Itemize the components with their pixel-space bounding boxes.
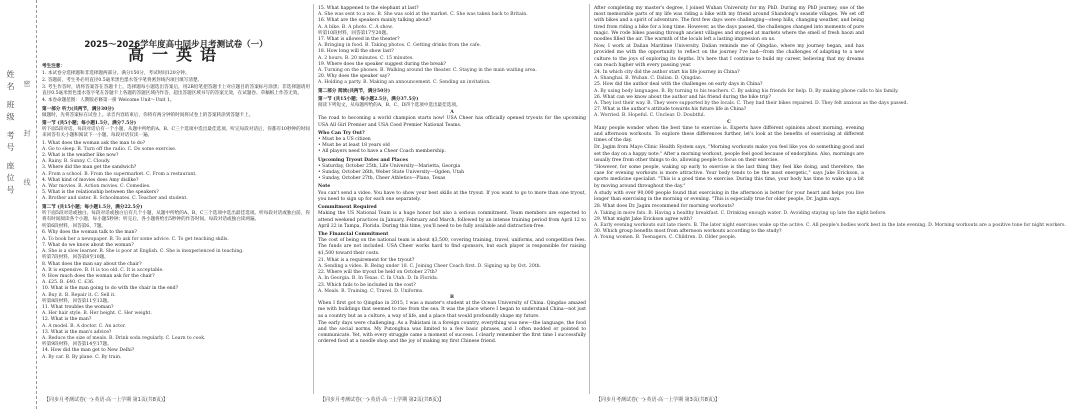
answer-options: A. Turning on the phones. B. Walking around the theater. C. Staying in the main waiting area.: [318, 68, 537, 74]
passage-subheading: Upcoming Tryout Dates and Places: [318, 157, 408, 163]
answer-options: A. Early evening workouts suit late risers. B. The later night exercises wake up the active. C. All people's bodies work best in the late evening. D. Morning workouts are a positive tone for night workers.: [594, 222, 1066, 228]
passage-paragraph: Now, I work at Dalian Maritime University. Dalian reminds me of Qingdao, where my journey began, and has provided me with the opportunity to reflect on the journey I've had—from the challenges of adapting to a new culture to the joys of exploring its depths. It's here that I continue to build my career, believing that my dreams can reach higher with every passing year.: [594, 44, 864, 68]
question: 21. What is a requirement for the tryout?: [318, 257, 415, 263]
question: 20. Why does the speaker say?: [318, 74, 390, 80]
exam-title: 2025～2026学年度高中同步月考测试卷（一）: [84, 40, 268, 50]
column-2: [318, 6, 586, 392]
column-3: [594, 6, 1066, 392]
question: 25. How did the author deal with the challenges on early days in China?: [594, 82, 763, 88]
passage-paragraph: You can't send a video. You have to show your best skills at the tryout. If you want to go to more than one tryout, you need to sign up for each one separately.: [318, 190, 586, 202]
section-heading: 第二节 (共15小题；每小题1.5分，满分22.5分): [42, 204, 143, 210]
question: 30. Which group benefits most from afternoon workouts according to the study?: [594, 229, 782, 235]
question: 3. Where did the man get the sandwich?: [42, 165, 137, 171]
page-footer: 【同步月考测试卷(一)·英语·高一上学期 第3页(共8页)】: [596, 397, 720, 403]
passage-paragraph: When I first got to Qingdao in 2015, I was a master's student at the Ocean University of China. Qingdao amazed me with buildings that seemed to rise from the sea. It was the place where I began to understand China—not just as a country but as a culture, a way of life, and a place that would profoundly shape my future.: [318, 301, 586, 319]
passage-paragraph: The early days were challenging. As a Pakistani in a foreign country, everything was new—the language, the food and the social norms. My Putonghua was limited to a few basic phrases, and I often nodded or pointed to communicate. Yet, with every struggle came a moment of success. I clearly remember the first time I successfully ordered food at a noodle shop and the joy of making my first Chinese friend.: [318, 320, 586, 345]
answer-options: A. Holding a party. B. Making an announcement. C. Sending an invitation.: [318, 80, 491, 86]
answer-options: A. Young women. B. Teenagers. C. Children. D. Older people.: [594, 235, 737, 241]
passage-cue: 听第10段材料，回答第17至20题。: [318, 30, 391, 36]
answer-options: A. A bike. B. A photo. C. A show.: [318, 24, 394, 30]
answer-options: A. Buy it. B. Repair it. C. Sell it.: [42, 292, 116, 298]
passage-cue: 听第8段材料，回答第11至13题。: [42, 298, 112, 304]
question: 2. What is the weather like now?: [42, 153, 119, 159]
question: 24. In which city did the author start his life journey in China?: [594, 70, 740, 76]
question: 4. What kind of movies does Amy dislike?: [42, 177, 139, 183]
passage-cue: 听第6段材料，回答第6、7题。: [42, 224, 106, 230]
page-footer: 【同步月考测试卷(一)·英语·高一上学期 第2页(共8页)】: [320, 397, 444, 403]
seal-line-text: 密 封 线: [23, 80, 31, 206]
question: 13. What is the man's advice?: [42, 329, 112, 335]
passage-letter: C: [727, 119, 731, 125]
exam-subject: 高一英语: [127, 45, 224, 65]
passage-bullet: • Sunday, October 27th, Cheer Athletics—Plano, Texas: [318, 176, 446, 182]
passage-letter: B: [450, 294, 454, 300]
column-1: [42, 6, 310, 392]
column-divider: [589, 4, 590, 394]
answer-options: A. It is expensive. B. It is too old. C. It is acceptable.: [42, 267, 164, 273]
answer-options: A. War movies. B. Action movies. C. Comedies.: [42, 184, 151, 190]
answer-options: A. Her hair style. B. Her height. C. Her weight.: [42, 311, 152, 317]
question: 11. What troubles the woman?: [42, 304, 114, 310]
passage-paragraph: Dr. Jagim from Mayo Clinic Health System says, "Morning workouts make you feel like you do something good and set the day on a happy note." After a morning workout, people feel good because of endorphins. Also, mornings are usually free from other things to do, allowing people to focus on their exercise.: [594, 145, 864, 163]
passage-subheading: Note: [318, 184, 331, 190]
question: 19. Where does the speaker suggest during the break?: [318, 61, 447, 67]
question: 10. What is the man going to do with the chair in the end?: [42, 286, 179, 292]
answer-options: A. Reduce the size of meals. B. Drink soda regularly. C. Learn to cook.: [42, 335, 206, 341]
question: 28. What does Dr. Jagim recommend for morning workouts?: [594, 204, 735, 210]
part-heading: 第二部分 阅读(共两节，满分50分): [318, 88, 391, 94]
passage-cue: 听第7段材料，回答第8至10题。: [42, 255, 109, 261]
section-heading: 第一节 (共15小题；每小题2.5分，满分37.5分): [318, 96, 419, 102]
passage-bullet: • Must be a US citizen: [318, 137, 371, 143]
answer-options: A. She was sent to a zoo. B. She was sold at the market. C. She was taken back to Britain.: [318, 12, 528, 18]
answer-options: A. Brother and sister. B. Schoolmates. C. Teacher and student.: [42, 196, 188, 202]
notice-item: 3. 考生作答时，请将答案答在答题卡上。选择题每小题选出答案后，用2B铅笔把答题卡上对应题目的答案标号涂黑；非选择题请用直径0.5毫米黑色墨水签字笔在答题卡上各题的答题区域内作答，超出答题区域书写的答案无效，在试题卷、草稿纸上作答无效。: [42, 85, 310, 97]
notice-item: 2. 答题前，考生务必用直径0.5毫米黑色墨水签字笔将密封线内项目填写清楚。: [42, 77, 203, 83]
notice-item: 4. 本卷命题范围：人教版必修第一册 Welcome Unit～Unit 1。: [42, 98, 175, 104]
passage-paragraph: The cost of being on the national team is about $3,500, covering training, travel, uniforms, and competition fees. The funds are not included. USA Cheer works hard to find sponsors, but each player is responsible for raising $1,500 toward their costs.: [318, 238, 586, 256]
answer-options: A. By car. B. By plane. C. By train.: [42, 354, 122, 360]
page-footer: 【同步月考测试卷(一)·英语·高一上学期 第1页(共8页)】: [44, 397, 168, 403]
answer-options: A. In Georgia. B. In Texas. C. In Utah. D. In Florida.: [318, 276, 439, 282]
answer-options: A. A model. B. A doctor. C. An actor.: [42, 323, 126, 329]
passage-paragraph: A study with over 90,000 people found that exercising in the afternoon is better for your heart and helps you live longer than exercising in the morning or evening. "This is especially true for older people, Dr. Jagim says.: [594, 190, 864, 203]
answer-options: A. Bringing in food. B. Taking photos. C. Getting drinks from the cafe.: [318, 43, 481, 49]
question: 8. What does the man say about the chair?: [42, 261, 142, 267]
answer-options: A. By using body languages. B. By turning to his teachers. C. By asking his friends for help. D. By making phone calls to his family.: [594, 88, 899, 94]
passage-bullet: • Must be at least 18 years old: [318, 143, 390, 149]
answer-options: A. From a school. B. From the supermarket. C. From a restaurant.: [42, 171, 197, 177]
notice-item: 1. 本试卷分选择题和非选择题两部分。满分150分，考试时间120分钟。: [42, 70, 190, 76]
passage-paragraph: After completing my master's degree, I joined Wuhan University for my PhD. During my PhD journey, one of the most memorable parts of my life was riding a bike with my friend around Shandong's seaside villages. We set off with bikes and a spirit of adventure. The first few days were challenging—steep hills, changing weather, and being tired from riding a bike for a long time. However, as the days passed, the challenges changed into moments of pure magic. We rode bikes passing through ancient villages and stopped at markets where the smell of fresh baozi and noodles filled the air. The warmth of the locals left a lasting impression on us.: [594, 6, 864, 43]
passage-subheading: Who Can Try Out?: [318, 130, 365, 136]
section-heading: 第一节 (共5小题；每小题1.5分，满分7.5分): [42, 121, 137, 127]
notice-header: 考生注意：: [42, 64, 65, 70]
section-instruction: 阅读下列短文，从每题所给的A、B、C、D四个选项中选出最佳选项。: [318, 103, 461, 109]
part-heading: 第一部分 听力(共两节，满分30分): [42, 106, 115, 112]
answer-options: A. Go to sleep. B. Turn off the radio. C. Do some exercise.: [42, 146, 177, 152]
question: 16. What are the speakers mainly talking about?: [318, 18, 432, 24]
question: 1. What does the woman ask the man to do?: [42, 140, 146, 146]
section-instruction: 听下面5段对话。每段对话后有一个小题，从题中所给的A、B、C三个选项中选出最佳选项。听完每段对话后，你都有10秒钟的时间来回答有关小题和阅读下一小题。每段对话仅读一遍。: [42, 127, 310, 139]
question: 5. What is the relationship between the speakers?: [42, 190, 159, 196]
passage-subheading: Commitment Required: [318, 205, 377, 211]
passage-letter: A: [450, 110, 454, 116]
passage-paragraph: Many people wonder when the best time to exercise is. Experts have different opinions about morning, evening and afternoon workouts. To explore these differences further, let's look at the benefits of exercising at different times of the day.: [594, 125, 864, 144]
question: 22. Where will the tryout be held on October 27th?: [318, 270, 438, 276]
passage-paragraph: The road to becoming a world champion starts now! USA Cheer has officially opened tryouts for the upcoming USA All Girl Premier and USA Coed Premier National Teams.: [318, 116, 586, 128]
question: 7. What do we know about the woman?: [42, 242, 134, 248]
question: 29. What might Jake Erickson agree with?: [594, 216, 693, 222]
part-instruction: 做题时，先将答案标在试卷上。录音内容结束后，你将有两分钟的时间将试卷上的答案转涂到答题卡上。: [42, 112, 254, 118]
question: 18. How long will the show last?: [318, 49, 394, 55]
answer-options: A. To book her a newspaper. B. To ask for some advice. C. To get teaching skills.: [42, 236, 229, 242]
binding-margin-text: 姓名 班级 考号 座位号: [6, 70, 15, 198]
passage-bullet: • Sunday, October 26th, Weber State University—Ogden, Utah: [318, 170, 465, 176]
answer-options: A. Shanghai. B. Wuhan. C. Dalian. D. Qingdao.: [594, 76, 703, 82]
section-instruction: 听下面5段对话或独白。每段对话或独白后有几个小题，从题中所给的A、B、C三个选项中选出最佳选项。听每段对话或独白前，你将有时间阅读各个小题，每小题5秒钟；听完后，各小题将给出5秒钟的作答时间。每段对话或独白读两遍。: [42, 210, 310, 223]
passage-subheading: The Financial Commitment: [318, 231, 389, 237]
question: 12. What is the man?: [42, 317, 92, 323]
question: 23. Which fails to be included in the cost?: [318, 282, 416, 288]
answer-options: A. Rainy. B. Sunny. C. Cloudy.: [42, 159, 111, 165]
answer-options: A. She is a slow learner. B. She is poor at English. C. She is inexperienced in teaching.: [42, 249, 244, 255]
question: 15. What happened to the elephant at last?: [318, 6, 419, 11]
question: 27. What is the author's attitude towards his future life in China?: [594, 107, 747, 113]
passage-cue: 听第9段材料，回答第14至17题。: [42, 342, 112, 348]
answer-options: A. They lost their way. B. They were supported by the locals. C. They had their bikes repaired. D. They felt anxious as the days passed.: [594, 101, 908, 107]
binding-margin: [0, 0, 37, 409]
answer-options: A. 2 hours. B. 20 minutes. C. 15 minutes.: [318, 55, 414, 61]
answer-options: A. Meals. B. Training. C. Travel. D. Uniforms.: [318, 288, 424, 294]
column-divider: [313, 4, 314, 394]
passage-paragraph: Making the US National Team is a huge honor but also a serious commitment. Team members are expected to attend weekend practices in January, February and March, followed by an intense training period from April 12 to April 22 in Tampa, Florida. During this time, you'll need to be fully available and distraction-free.: [318, 211, 586, 229]
question: 14. How did the man get to New Delhi?: [42, 348, 135, 354]
passage-paragraph: "However, for some people, waking up early to exercise is the last thing they feel like doing, and therefore, the case for evening workouts is more attractive. Your body tends to be the most energetic," says Jake Erickson, a sports medicine specialist. "This is a good time to exercise. During this time, your body has time to wake up a bit by moving around throughout the day.": [594, 165, 864, 189]
answer-options: A. Sending a video. B. Being under 18. C. Joining Cheer Coach first. D. Signing up by Oct. 20th.: [318, 263, 542, 269]
question: 6. Why does the woman talk to the man?: [42, 230, 137, 236]
passage-bullet: • Saturday, October 25th, Life University—Marietta, Georgia: [318, 163, 461, 169]
answer-options: A. £25. B. £40. C. £36.: [42, 280, 95, 286]
answer-options: A. Taking in more fats. B. Having a healthy breakfast. C. Drinking enough water. D. Avoiding staying up late the night before.: [594, 210, 887, 216]
answer-options: A. Worried. B. Hopeful. C. Unclear. D. Doubtful.: [594, 113, 706, 119]
question: 9. How much does the woman ask for the chair?: [42, 273, 155, 279]
passage-bullet: • All players need to have a Cheer Coach membership.: [318, 149, 446, 155]
question: 17. What is allowed in the theater?: [318, 37, 400, 43]
question: 26. What can we know about the author and his friend during the bike trip?: [594, 94, 771, 100]
